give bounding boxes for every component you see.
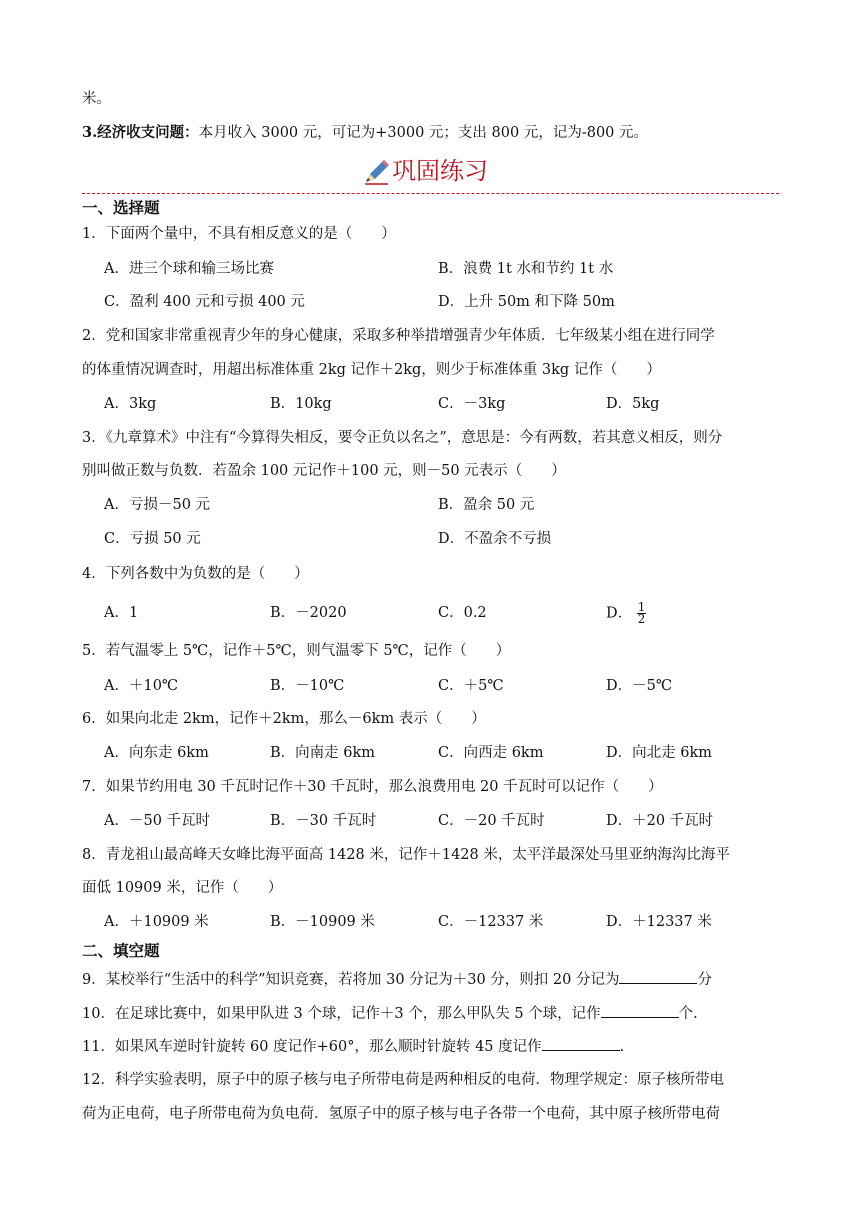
q7-option-a: A．－50 千瓦时 bbox=[104, 813, 211, 829]
section-title-fill: 二、填空题 bbox=[82, 942, 160, 960]
q4-option-a: A．1 bbox=[104, 605, 139, 621]
q5-option-b: B．－10℃ bbox=[270, 678, 345, 694]
q4-option-b: B．－2020 bbox=[270, 605, 347, 621]
q4-option-d bbox=[606, 602, 646, 625]
q10 bbox=[82, 1003, 698, 1024]
q4-option-d-fraction bbox=[637, 602, 647, 625]
section-banner-title: 巩固练习 bbox=[392, 157, 488, 185]
q8-option-c: C．－12337 米 bbox=[438, 914, 544, 930]
q2-stem-line2: 的体重情况调查时，用超出标准体重 2kg 记作＋2kg，则少于标准体重 3kg 记作（ ） bbox=[82, 362, 661, 378]
q11-answer-blank[interactable] bbox=[542, 1036, 620, 1051]
q10-unit: 个. bbox=[678, 1006, 698, 1022]
q3-option-b: B．盈余 50 元 bbox=[438, 497, 535, 513]
q5-stem: 5．若气温零上 5℃，记作＋5℃，则气温零下 5℃，记作（ ） bbox=[82, 643, 511, 659]
q6-stem: 6．如果向北走 2km，记作＋2km，那么－6km 表示（ ） bbox=[82, 711, 486, 727]
section-title-choice: 一、选择题 bbox=[82, 199, 160, 217]
q7-option-d: D．＋20 千瓦时 bbox=[606, 813, 714, 829]
q2-option-a: A．3kg bbox=[104, 396, 157, 412]
q2-option-c: C．－3kg bbox=[438, 396, 506, 412]
q4-stem: 4．下列各数中为负数的是（ ） bbox=[82, 566, 309, 582]
q5-option-d: D．－5℃ bbox=[606, 678, 673, 694]
q1-option-c: C．盈利 400 元和亏损 400 元 bbox=[104, 294, 305, 310]
q3-option-a: A．亏损－50 元 bbox=[104, 497, 211, 513]
q4-option-c: C．0.2 bbox=[438, 605, 487, 621]
q9-unit: 分 bbox=[697, 972, 712, 988]
q6-option-d: D．向北走 6km bbox=[606, 745, 712, 761]
q8-option-d: D．＋12337 米 bbox=[606, 914, 712, 930]
q5-option-c: C．＋5℃ bbox=[438, 678, 504, 694]
fraction-denominator: 2 bbox=[637, 612, 646, 626]
q8-stem-line2: 面低 10909 米，记作（ ） bbox=[82, 880, 283, 896]
q9-answer-blank[interactable] bbox=[619, 969, 697, 984]
q12-stem-line1: 12．科学实验表明，原子中的原子核与电子所带电荷是两种相反的电荷．物理学规定：原子核所带电 bbox=[82, 1072, 724, 1088]
section-banner bbox=[362, 156, 488, 186]
q3-stem-line2: 别叫做正数与负数．若盈余 100 元记作＋100 元，则－50 元表示（ ） bbox=[82, 463, 566, 479]
q12-stem-line2: 荷为正电荷，电子所带电荷为负电荷．氢原子中的原子核与电子各带一个电荷，其中原子核所带电荷 bbox=[82, 1106, 720, 1122]
q11-text: 11．如果风车逆时针旋转 60 度记作+60°，那么顺时针旋转 45 度记作 bbox=[82, 1039, 542, 1055]
q2-option-b: B．10kg bbox=[270, 396, 332, 412]
q6-option-a: A．向东走 6km bbox=[104, 745, 209, 761]
q6-option-c: C．向西走 6km bbox=[438, 745, 544, 761]
q5-option-a: A．＋10℃ bbox=[104, 678, 179, 694]
q1-option-a: A．进三个球和输三场比赛 bbox=[104, 261, 274, 277]
q2-stem-line1: 2．党和国家非常重视青少年的身心健康，采取多种举措增强青少年体质．七年级某小组在进行同学 bbox=[82, 328, 715, 344]
q8-option-b: B．－10909 米 bbox=[270, 914, 375, 930]
q11-end: . bbox=[619, 1039, 625, 1055]
q7-option-b: B．－30 千瓦时 bbox=[270, 813, 377, 829]
q1-option-d: D．上升 50m 和下降 50m bbox=[438, 294, 615, 310]
intro-item-3-label: 3.经济收支问题： bbox=[82, 124, 199, 141]
q10-answer-blank[interactable] bbox=[601, 1003, 679, 1018]
q7-option-c: C．－20 千瓦时 bbox=[438, 813, 545, 829]
banner-divider bbox=[82, 193, 779, 194]
intro-line-tail: 米。 bbox=[82, 91, 111, 107]
q1-stem: 1．下面两个量中，不具有相反意义的是（ ） bbox=[82, 226, 396, 242]
q3-stem-line1: 3．《九章算术》中注有“今算得失相反，要令正负以名之”，意思是：今有两数，若其意义相反，则分 bbox=[82, 430, 723, 446]
q7-stem: 7．如果节约用电 30 千瓦时记作＋30 千瓦时，那么浪费用电 20 千瓦时可以记作（ ） bbox=[82, 779, 663, 795]
q11 bbox=[82, 1036, 624, 1057]
q2-option-d: D．5kg bbox=[606, 396, 660, 412]
fraction-numerator: 1 bbox=[637, 600, 646, 614]
q6-option-b: B．向南走 6km bbox=[270, 745, 376, 761]
q3-option-c: C．亏损 50 元 bbox=[104, 531, 201, 547]
intro-item-3-text: 本月收入 3000 元，可记为+3000 元；支出 800 元，记为-800 元。 bbox=[198, 125, 648, 141]
q8-stem-line1: 8．青龙祖山最高峰天女峰比海平面高 1428 米，记作＋1428 米，太平洋最深处马里亚纳海沟比海平 bbox=[82, 847, 730, 863]
q1-option-b: B．浪费 1t 水和节约 1t 水 bbox=[438, 261, 614, 277]
q10-text: 10．在足球比赛中，如果甲队进 3 个球，记作＋3 个，那么甲队失 5 个球，记作 bbox=[82, 1006, 601, 1022]
q4-option-d-label: D． bbox=[606, 605, 633, 622]
q3-option-d: D．不盈余不亏损 bbox=[438, 531, 552, 547]
q9 bbox=[82, 969, 712, 990]
q9-text: 9．某校举行“生活中的科学”知识竞赛，若将加 30 分记为＋30 分，则扣 20 分记为 bbox=[82, 972, 620, 988]
pencil-icon bbox=[362, 156, 392, 186]
q8-option-a: A．＋10909 米 bbox=[104, 914, 209, 930]
intro-item-3 bbox=[82, 123, 648, 143]
